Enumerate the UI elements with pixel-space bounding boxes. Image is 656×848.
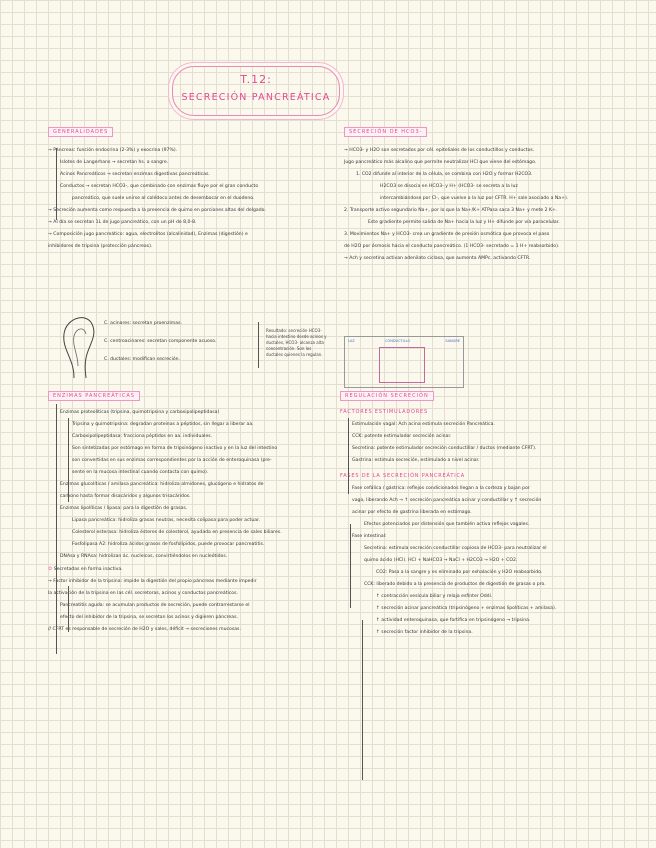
cell-type-item: C. ductales: modifican secreción. — [104, 357, 181, 362]
enzimas-section — [48, 382, 338, 636]
text-line: Enzimas proteolíticas (tripsina, quimotripsina y carboxipolipeptidasa) — [60, 410, 220, 415]
text-line: → Composición jugo pancreático: agua, electrolitos (alcalinidad), Enzimas (digestión) e — [48, 232, 248, 237]
title-number: T.12: — [240, 73, 272, 86]
text-line: Fase intestinal: — [352, 534, 387, 539]
proteoliticas-bracket — [68, 418, 69, 502]
text-line: Fase cefálica / gástrica: reflejos condicionados llegan a la corteza y bajan por — [352, 486, 530, 491]
fases-bracket — [350, 524, 351, 608]
diagram-label: SANGRE — [445, 339, 460, 343]
text-line: Acinos Pancreáticos → secretan enzimas digestivas pancreáticas. — [60, 172, 210, 177]
text-line: intercambiándose por Cl-, que vuelve a la luz por CFTR. H+ sale asociado a Na+). — [380, 196, 569, 201]
text-line: Estimulación vagal: Ach acina estimula secreción Pancreática. — [352, 422, 495, 427]
text-line: CCK: potente estimulador secreción acinar. — [352, 434, 452, 439]
text-line: Gastrina: estimula secreción, estimulado a nivel acinar. — [352, 458, 480, 463]
text-line: Tripsina y quimotripsina: degradan proteínas a péptidos, sin llegar a liberar aa. — [72, 422, 254, 427]
text-line: CCK: liberado debido a la presencia de productos de digestión de grasas o pro. — [364, 582, 546, 587]
flower-icon: ✿ — [48, 566, 54, 572]
text-line: → Factor inhibidor de la tripsina: impide la digestión del propio páncreas mediante impedir — [48, 579, 257, 584]
cell-outline — [379, 347, 425, 383]
text-line: Carboxipolipeptidasa: fracciona péptidos en aa. individuales. — [72, 434, 213, 439]
factores-heading: FACTORES ESTIMULADORES — [340, 409, 428, 415]
text-line: sente en la mucosa intestinal cuando contacta con quimo). — [72, 470, 209, 475]
text-line-content: Secretadas en forma inactiva. — [53, 567, 123, 572]
text-line: → HCO3- y H2O son secretados por cél. epiteliales de los conductillos y conductos. — [344, 148, 535, 153]
regulacion-section — [340, 382, 620, 639]
text-line: acinar por efecto de gastrina liberada en estómago. — [352, 510, 472, 515]
text-line: Jugo pancreático más alcalino que permite neutralizar HCl que viene del estómago. — [344, 160, 537, 165]
text-line: 1. CO2 difunde al interior de la célula, se combina con H2O y formar H2CO3. — [356, 172, 533, 177]
text-line: efecto del inhibidor de la tripsina, se secretan los acinos y digieren páncreas. — [60, 615, 238, 620]
text-line: → Al día se secretan 1L de jugo pancreático, con un pH de 8,0-8. — [48, 220, 197, 225]
text-line: Este gradiente permite salida de Na+ hacia la luz y H+ difunde por vía paracelular. — [368, 220, 560, 225]
text-line: ↑ contracción vesícula biliar y relaja esfínter Oddi. — [376, 594, 493, 599]
text-line: quimo ácido (HCl). HCl + NaHCO3 → NaCl + H2CO3 → H2O + CO2. — [364, 558, 518, 563]
text-line: H2CO3 se disocia en HCO3- y H+ (HCO3- se secreta a la luz — [380, 184, 518, 189]
lipoliticas-bracket — [68, 586, 69, 632]
text-line: carbono hasta formar disacáridos y algunos trisacáridos. — [60, 494, 191, 499]
hco3-section — [344, 118, 614, 265]
text-line: → Páncreas: función endocrina (2-3%) y exocrina (97%). — [48, 148, 178, 153]
text-line: ↑ secreción factor inhibidor de la tripsina. — [376, 630, 473, 635]
diagram-label: LUZ — [348, 339, 355, 343]
fases-heading: FASES DE LA SECRECIÓN PANCREÁTICA — [340, 473, 465, 479]
cell-type-item: C. acinares: secretan proenzimas. — [104, 321, 182, 326]
enzimas-heading: ENZIMAS PANCREÁTICAS — [48, 391, 140, 401]
text-line: inhibidores de tripsina (protección páncreas). — [48, 244, 153, 249]
acinus-drawing — [56, 306, 100, 380]
text-line: Secretina: potente estimulador secreción conductillar / ductos (mediante CFRT). — [352, 446, 537, 451]
generalidades-heading: GENERALIDADES — [48, 127, 113, 137]
title-cloud — [172, 66, 340, 116]
text-line: Pancreatitis aguda: se acumulan productos de secreción, puede contrarrestarse el — [60, 603, 250, 608]
text-line: ↑ secreción acinar pancreática (tripsinógeno + enzimas lipolíticas + amilasa). — [376, 606, 557, 611]
factores-bracket — [348, 418, 349, 494]
text-line: 3. Movimientos Na+ y HCO3- crea un gradiente de presión osmótica que provoca el paso — [344, 232, 550, 237]
text-line: Enzimas lipolíticas / lipasa: para la digestión de grasas. — [60, 506, 188, 511]
text-line: 2. Transporte activo segundario Na+, por lo que la Na+/K+ ATPasa saca 3 Na+ y mete 2 K+. — [344, 208, 558, 213]
result-note: Resultado: secreción HCO3- hacia intestino desde acinos y ductales, HCO3- alcanza alta concentración. Son los ductales quienes la regulan. — [266, 328, 327, 357]
text-line: la activación de la tripsina en las cél. secretoras, acinos y conductos pancreáticos. — [48, 591, 238, 596]
text-line: → Secreción aumenta como respuesta a la presencia de quimo en porciones altas del delgado. — [48, 208, 266, 213]
cell-types — [104, 318, 254, 366]
regulacion-heading: REGULACIÓN SECRECIÓN — [340, 391, 434, 401]
text-line: son convertidas en sus enzimas correspondientes por la acción de enteroquinasa (pre- — [72, 458, 272, 463]
text-line: Lipasa pancreática: hidroliza grasas neutras, necesita colipasa para poder actuar. — [72, 518, 260, 523]
enzimas-bracket — [56, 404, 57, 654]
text-line: Enzimas glucolíticas / amilasa pancreática: hidroliza almidones, glucógeno e hidratos de — [60, 482, 264, 487]
text-line: Colesterol esterasa: hidroliza ésteres de colesterol, ayudada en presencia de sales biliares. — [72, 530, 282, 535]
bracket-line — [56, 148, 57, 220]
cell-type-item: C. centroacinares: secretan componente acuoso. — [104, 339, 217, 344]
text-line: Efectos potenciados por distensión que también activa reflejos vagales. — [364, 522, 530, 527]
text-line: vago, liberando Ach → ↑ secreción pancreática acinar y conductillar y ↑ secreción — [352, 498, 542, 503]
text-line: Islotes de Langerhans → secretan hs. a sangre. — [60, 160, 169, 165]
diagram-label: CONDUCTILLO — [385, 339, 411, 343]
hco3-heading: SECRECIÓN DE HCO3- — [344, 127, 427, 137]
intestinal-bracket — [362, 620, 363, 780]
text-line: pancreático, que suele unirse al colédoco antes de desembocar en el duodeno. — [72, 196, 255, 201]
text-line: // CFRT es responsable de secreción de H2O y sales, déficit → secreciones mucosas. — [48, 627, 241, 632]
page-title: SECRECIÓN PANCREÁTICA — [181, 92, 331, 103]
text-line: → Ach y secretina activan adenilato ciclasa, que aumenta AMPc, activando CFTR. — [344, 256, 531, 261]
text-line: Conductos → secretan HCO3-, que combinado con enzimas fluye por el gran conducto — [60, 184, 259, 189]
cell-diagram — [344, 336, 464, 388]
cells-bracket — [258, 322, 259, 368]
generalidades-section — [48, 118, 330, 253]
text-line: Son sintetizadas por estómago en forma de tripsinógeno inactivo y en la luz del intestino — [72, 446, 278, 451]
text-line: DNAsa y RNAsa: hidrolizan ác. nucleicos, convirtiéndolos en nucleótidos. — [60, 554, 228, 559]
text-line: CO2: Pasa a la sangre y es eliminado por exhalación y H2O reabsorbido. — [376, 570, 543, 575]
text-line — [48, 563, 338, 576]
text-line: ↑ actividad enteroquinasa, que fortifica en tripsinógeno → tripsina. — [376, 618, 531, 623]
text-line: de H2O por ósmosis hacia el conducto pancreático. (1 HCO3- secretado = 1 H+ reabsorbido). — [344, 244, 560, 249]
text-line: Fosfolipasa A2: hidroliza ácidos grasos de fosfolípidos, puede provocar pancreatitis. — [72, 542, 265, 547]
text-line: Secretina: estimula secreción conductillar copiosa de HCO3- para neutralizar el — [364, 546, 547, 551]
